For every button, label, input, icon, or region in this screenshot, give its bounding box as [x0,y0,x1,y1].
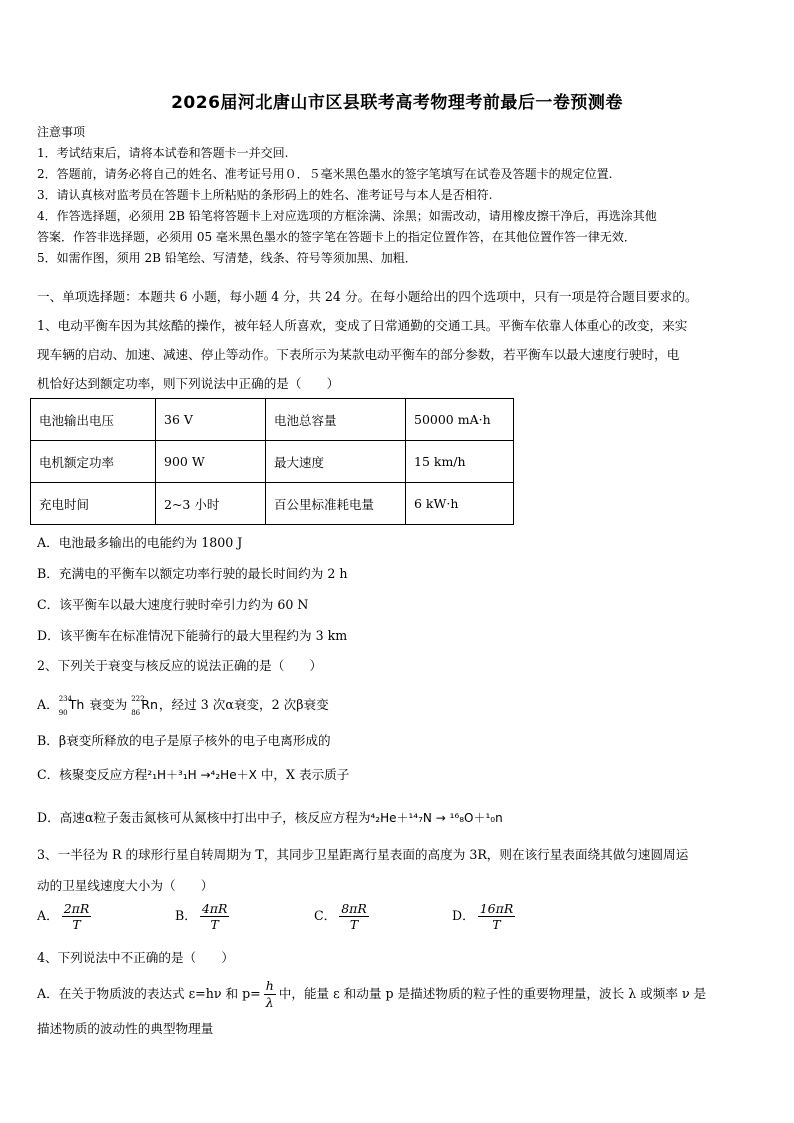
notes-item: 3．请认真核对监考员在答题卡上所粘贴的条形码上的姓名、准考证号与本人是否相符. [37,188,493,202]
parameter-table [30,398,514,525]
option-label: A． [37,697,59,712]
notes-item: 答案．作答非选择题，必须用 05 毫米黑色墨水的签字笔在答题卡上的指定位置作答，在其他位置作答一律无效． [37,230,636,244]
notes-heading: 注意事项 [37,125,86,139]
question-2-option-a: A． 234 90 Th 衰变为 222 86 Rn，经过 3 次α衰变，2 次β衰变 [37,695,329,717]
question-1-stem: 1、电动平衡车因为其炫酷的操作，被年轻人所喜欢，变成了日常通勤的交通工具。平衡车依靠人体重心的改变，来实 [37,318,688,333]
table-cell: 充电时间 [31,483,156,525]
question-1-option: A．电池最多输出的电能约为 1800 J [37,535,243,550]
table-cell: 6 kW·h [406,483,514,525]
question-2-option-d: D．高速α粒子轰击氮核可从氮核中打出中子，核反应方程为⁴₂He＋¹⁴₇N → ¹⁶₈O＋¹₀n [37,810,503,825]
table-cell: 15 km/h [406,441,514,483]
question-1-option: D．该平衡车在标准情况下能骑行的最大里程约为 3 km [37,628,348,643]
table-row [31,399,514,441]
question-3-stem: 动的卫星线速度大小为（ ） [37,878,214,893]
table-cell: 电池总容量 [266,399,406,441]
question-1-option: C．该平衡车以最大速度行驶时牵引力约为 60 N [37,597,309,612]
question-3-option-d: D． $\frac{16\pi R}{T}$ [452,901,514,932]
question-4-option-a: A．在关于物质波的表达式 ε=hν 和 p= $\frac{h}{\lambda}$ 中，能量 ε 和动量 p 是描述物质的粒子性的重要物理量，波长 λ 或频率 ν 是 [37,978,707,1010]
notes-item: 4．作答选择题，必须用 2B 铅笔将答题卡上对应选项的方框涂满、涂黑；如需改动，请用橡皮擦干净后，再选涂其他 [37,209,657,223]
table-cell: 36 V [156,399,266,441]
notes-item: 1．考试结束后，请将本试卷和答题卡一并交回. [37,146,289,160]
question-1-stem: 现车辆的启动、加速、减速、停止等动作。下表所示为某款电动平衡车的部分参数，若平衡车以最大速度行驶时，电 [37,347,680,362]
question-3-option-a: A． $\frac{2\pi R}{T}$ [37,901,90,932]
question-4-stem: 4、下列说法中不正确的是（ ） [37,950,234,965]
table-cell: 2~3 小时 [156,483,266,525]
table-cell: 电机额定功率 [31,441,156,483]
nuclear-equation: ⁴₂He＋¹⁴₇N → ¹⁶₈O＋¹₀n [370,811,503,825]
section-heading: 一、单项选择题：本题共 6 小题，每小题 4 分，共 24 分。在每小题给出的四个选项中，只有一项是符合题目要求的。 [37,289,698,304]
question-1-stem: 机恰好达到额定功率，则下列说法中正确的是（ ） [37,376,340,391]
question-3-option-b: B． $\frac{4\pi R}{T}$ [175,901,228,932]
table-row [31,483,514,525]
table-cell: 电池输出电压 [31,399,156,441]
table-cell: 900 W [156,441,266,483]
table-cell: 50000 mA·h [406,399,514,441]
question-2-stem: 2、下列关于衰变与核反应的说法正确的是（ ） [37,658,323,673]
question-1-option: B．充满电的平衡车以额定功率行驶的最长时间约为 2 h [37,566,348,581]
thorium-nuclide: 234 90 Th [58,695,85,717]
notes-item: 5．如需作图，须用 2B 铅笔绘、写清楚，线条、符号等须加黑、加粗． [37,251,417,265]
table-cell: 百公里标准耗电量 [266,483,406,525]
question-3-stem: 3、一半径为 R 的球形行星自转周期为 T，其同步卫星距离行星表面的高度为 3R，则在该行星表面绕其做匀速圆周运 [37,847,689,862]
radon-nuclide: 222 86 Rn [131,695,158,717]
table-row [31,441,514,483]
page-title: 2026届河北唐山市区县联考高考物理考前最后一卷预测卷 [171,93,623,113]
table-cell: 最大速度 [266,441,406,483]
question-3-option-c: C． $\frac{8\pi R}{T}$ [314,901,367,932]
question-2-option-c: C．核聚变反应方程²₁H＋³₁H →⁴₂He＋X 中，X 表示质子 [37,767,350,782]
question-4-option-a-cont: 描述物质的波动性的典型物理量 [37,1021,214,1036]
question-2-option-b: B．β衰变所释放的电子是原子核外的电子电离形成的 [37,733,331,748]
fusion-equation: ²₁H＋³₁H →⁴₂He＋X [147,768,257,782]
notes-item: 2．答题前，请务必将自己的姓名、准考证号用０．５毫米黑色墨水的签字笔填写在试卷及答题卡的规定位置. [37,167,613,181]
